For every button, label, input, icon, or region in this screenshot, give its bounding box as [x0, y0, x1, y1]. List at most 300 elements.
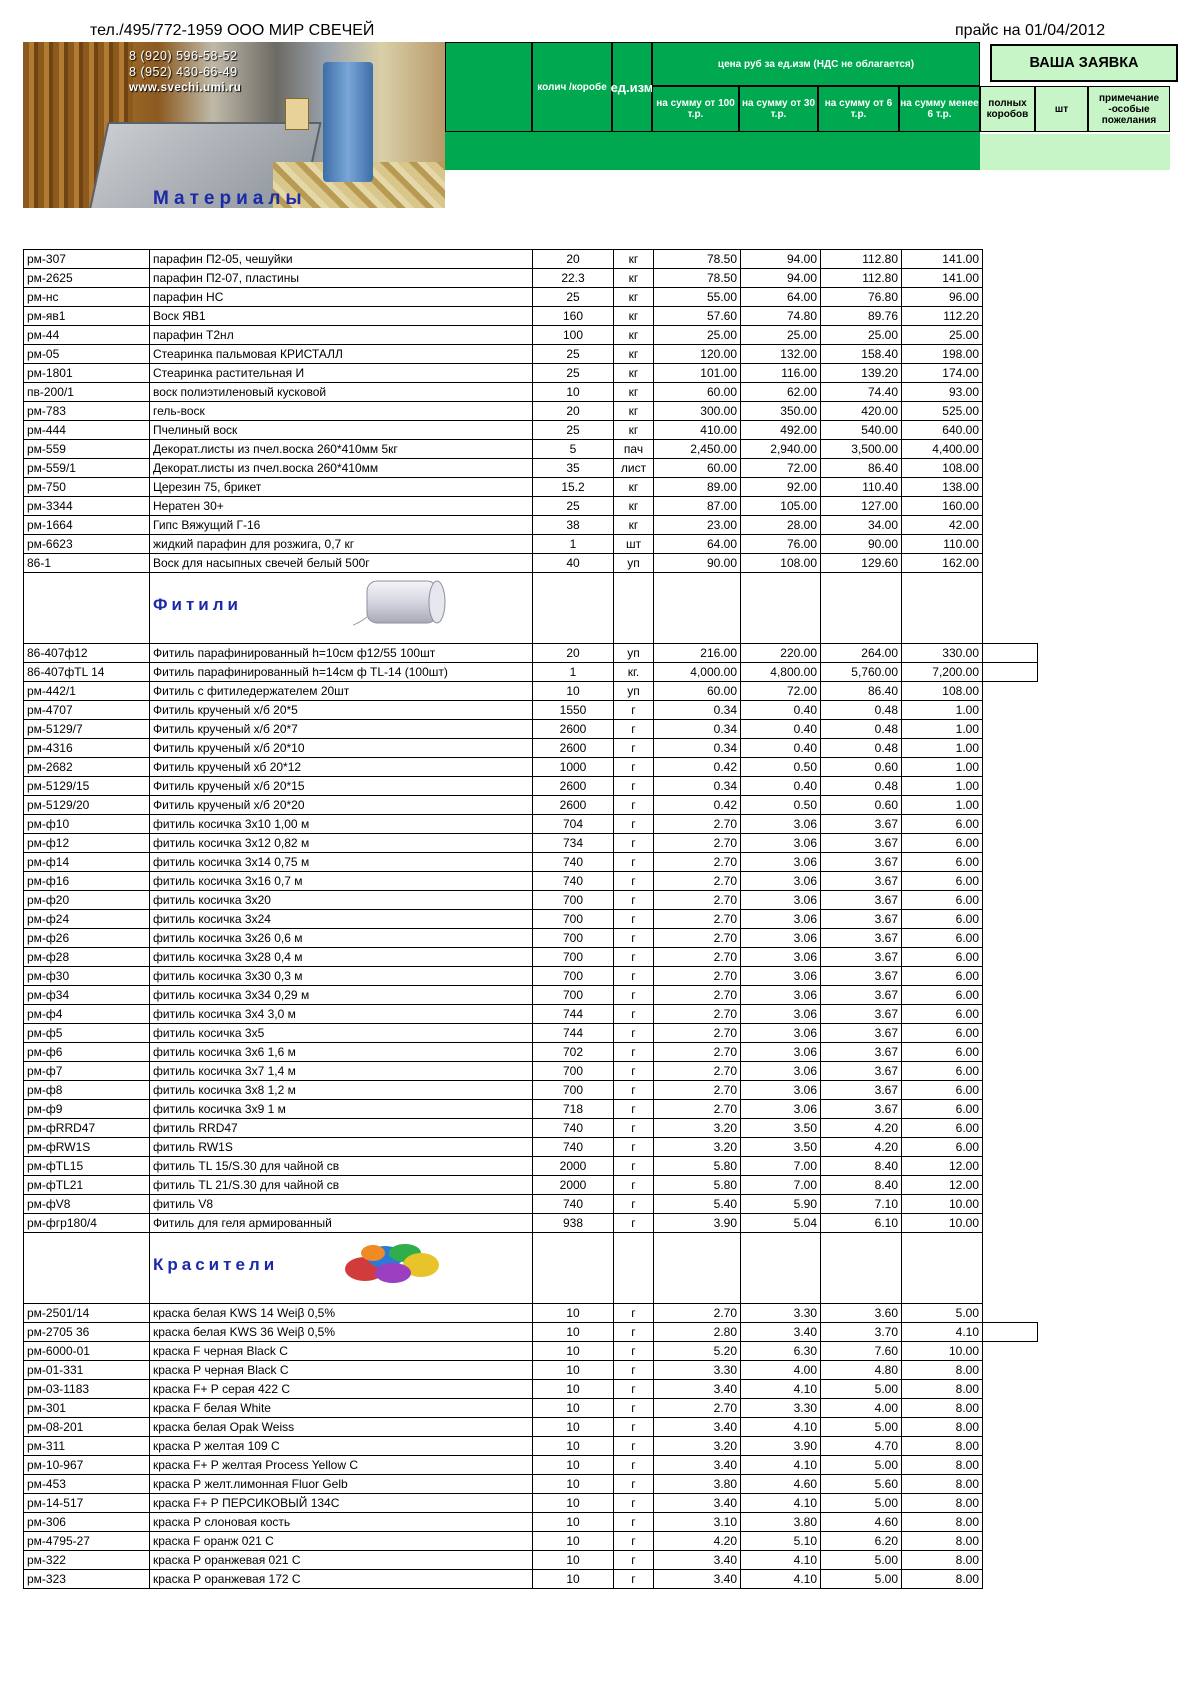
- article-code: рм-442/1: [24, 682, 150, 701]
- product-row[interactable]: [24, 554, 1038, 573]
- product-name: фитиль косичка 3х28 0,4 м: [150, 948, 533, 967]
- order-qty-cell: [983, 383, 1038, 402]
- price-from-100k: 2.70: [654, 891, 741, 910]
- product-row[interactable]: [24, 440, 1038, 459]
- order-qty-cell: [983, 1399, 1038, 1418]
- product-row[interactable]: [24, 1342, 1038, 1361]
- order-qty-cell[interactable]: [983, 663, 1038, 682]
- col-full-boxes: полных коробов: [980, 86, 1035, 132]
- price-from-100k: 5.80: [654, 1176, 741, 1195]
- price-from-6k: 264.00: [821, 644, 902, 663]
- product-row[interactable]: [24, 383, 1038, 402]
- price-from-100k: 2.70: [654, 1062, 741, 1081]
- price-from-30k: 7.00: [741, 1157, 821, 1176]
- order-qty-cell: [983, 1100, 1038, 1119]
- unit: шт: [614, 535, 654, 554]
- price-from-6k: 0.60: [821, 758, 902, 777]
- order-qty-cell: [983, 1214, 1038, 1233]
- product-row[interactable]: [24, 682, 1038, 701]
- article-code: рм-фгр180/4: [24, 1214, 150, 1233]
- product-row[interactable]: [24, 1157, 1038, 1176]
- price-from-100k: 2.70: [654, 815, 741, 834]
- price-from-100k: 120.00: [654, 345, 741, 364]
- price-from-6k: 3.67: [821, 986, 902, 1005]
- unit: кг: [614, 250, 654, 269]
- price-from-100k: 3.20: [654, 1119, 741, 1138]
- price-from-30k: 3.40: [741, 1323, 821, 1342]
- unit: г: [614, 1214, 654, 1233]
- order-qty-cell[interactable]: [983, 1323, 1038, 1342]
- article-code: рм-6000-01: [24, 1342, 150, 1361]
- price-below-6k: 12.00: [902, 1176, 983, 1195]
- product-row[interactable]: [24, 758, 1038, 777]
- product-name: краска Р оранжевая 172 C: [150, 1570, 533, 1589]
- price-below-6k: 4.10: [902, 1323, 983, 1342]
- product-row[interactable]: [24, 1513, 1038, 1532]
- product-row[interactable]: [24, 1437, 1038, 1456]
- unit: г: [614, 967, 654, 986]
- article-code: рм-ф30: [24, 967, 150, 986]
- product-row[interactable]: [24, 644, 1038, 663]
- product-row[interactable]: [24, 1475, 1038, 1494]
- product-name: краска F оранж 021 C: [150, 1532, 533, 1551]
- price-from-30k: 105.00: [741, 497, 821, 516]
- product-row[interactable]: [24, 891, 1038, 910]
- product-name: фитиль косичка 3х5: [150, 1024, 533, 1043]
- price-from-100k: 3.40: [654, 1418, 741, 1437]
- price-from-100k: 64.00: [654, 535, 741, 554]
- price-from-100k: 2.70: [654, 929, 741, 948]
- price-from-30k: 4.00: [741, 1361, 821, 1380]
- unit: лист: [614, 459, 654, 478]
- product-row[interactable]: [24, 1138, 1038, 1157]
- price-below-6k: 108.00: [902, 459, 983, 478]
- price-below-6k: 6.00: [902, 1062, 983, 1081]
- product-name: фитиль косичка 3х10 1,00 м: [150, 815, 533, 834]
- product-row[interactable]: [24, 535, 1038, 554]
- product-name: фитиль косичка 3х8 1,2 м: [150, 1081, 533, 1100]
- product-row[interactable]: [24, 1456, 1038, 1475]
- order-qty-cell: [983, 535, 1038, 554]
- unit: г: [614, 739, 654, 758]
- order-qty-cell: [983, 1570, 1038, 1589]
- article-code: рм-322: [24, 1551, 150, 1570]
- order-qty-cell: [983, 1494, 1038, 1513]
- order-qty-cell: [983, 1043, 1038, 1062]
- price-from-30k: 5.10: [741, 1532, 821, 1551]
- price-from-6k: 139.20: [821, 364, 902, 383]
- unit: кг: [614, 497, 654, 516]
- price-from-6k: 112.80: [821, 250, 902, 269]
- product-row[interactable]: [24, 910, 1038, 929]
- price-from-30k: 3.06: [741, 910, 821, 929]
- price-below-6k: 12.00: [902, 1157, 983, 1176]
- price-from-100k: 60.00: [654, 459, 741, 478]
- order-qty-cell: [983, 1361, 1038, 1380]
- article-code: рм-ф10: [24, 815, 150, 834]
- product-row[interactable]: [24, 1494, 1038, 1513]
- price-from-100k: 3.40: [654, 1551, 741, 1570]
- price-below-6k: 8.00: [902, 1570, 983, 1589]
- product-row[interactable]: [24, 1323, 1038, 1342]
- qty-per-box: 1: [533, 535, 614, 554]
- unit: г: [614, 1323, 654, 1342]
- price-from-30k: 4.60: [741, 1475, 821, 1494]
- article-code: рм-фTL15: [24, 1157, 150, 1176]
- product-row[interactable]: [24, 364, 1038, 383]
- price-from-30k: 94.00: [741, 250, 821, 269]
- product-name: воск полиэтиленовый кусковой: [150, 383, 533, 402]
- qty-per-box: 10: [533, 1304, 614, 1323]
- qty-per-box: 25: [533, 497, 614, 516]
- price-from-6k: 3.67: [821, 1005, 902, 1024]
- qty-per-box: 740: [533, 1195, 614, 1214]
- product-name: Фитиль крученый х/б 20*15: [150, 777, 533, 796]
- article-code: рм-2625: [24, 269, 150, 288]
- product-row[interactable]: [24, 269, 1038, 288]
- price-from-6k: 0.60: [821, 796, 902, 815]
- price-from-6k: 5.00: [821, 1551, 902, 1570]
- product-row[interactable]: [24, 1399, 1038, 1418]
- price-from-6k: 90.00: [821, 535, 902, 554]
- qty-per-box: 10: [533, 383, 614, 402]
- article-code: рм-453: [24, 1475, 150, 1494]
- price-from-30k: 132.00: [741, 345, 821, 364]
- order-qty-cell: [983, 478, 1038, 497]
- order-qty-cell: [983, 872, 1038, 891]
- price-from-100k: 4,000.00: [654, 663, 741, 682]
- qty-per-box: 40: [533, 554, 614, 573]
- qty-per-box: 25: [533, 288, 614, 307]
- price-from-6k: 5.00: [821, 1494, 902, 1513]
- price-below-6k: 330.00: [902, 644, 983, 663]
- price-below-6k: 8.00: [902, 1437, 983, 1456]
- unit: г: [614, 1475, 654, 1494]
- product-name: Фитиль крученый х/б 20*20: [150, 796, 533, 815]
- price-from-30k: 4,800.00: [741, 663, 821, 682]
- price-from-6k: 3.67: [821, 1062, 902, 1081]
- price-from-30k: 3.80: [741, 1513, 821, 1532]
- article-code: 86-407ф12: [24, 644, 150, 663]
- price-from-30k: 6.30: [741, 1342, 821, 1361]
- unit: г: [614, 834, 654, 853]
- unit: кг.: [614, 663, 654, 682]
- unit: г: [614, 1437, 654, 1456]
- price-from-6k: 86.40: [821, 459, 902, 478]
- article-code: 86-407фTL 14: [24, 663, 150, 682]
- qty-per-box: 22.3: [533, 269, 614, 288]
- unit: кг: [614, 421, 654, 440]
- product-row[interactable]: [24, 853, 1038, 872]
- header-photo: [23, 42, 445, 208]
- unit: г: [614, 815, 654, 834]
- product-row[interactable]: [24, 1380, 1038, 1399]
- product-row[interactable]: [24, 1005, 1038, 1024]
- product-name: краска F белая White: [150, 1399, 533, 1418]
- order-qty-cell: [983, 1475, 1038, 1494]
- price-from-100k: 55.00: [654, 288, 741, 307]
- price-below-6k: 141.00: [902, 250, 983, 269]
- product-row[interactable]: [24, 948, 1038, 967]
- price-from-30k: 3.06: [741, 929, 821, 948]
- price-table: [23, 249, 1038, 1589]
- phone-1: 8 (920) 596-58-52: [129, 49, 238, 63]
- order-qty-cell: [983, 1456, 1038, 1475]
- product-row[interactable]: [24, 663, 1038, 682]
- article-code: рм-ф14: [24, 853, 150, 872]
- order-qty-cell: [983, 1062, 1038, 1081]
- product-row[interactable]: [24, 516, 1038, 535]
- price-from-30k: 350.00: [741, 402, 821, 421]
- order-qty-cell: [983, 421, 1038, 440]
- product-row[interactable]: [24, 345, 1038, 364]
- price-below-6k: 6.00: [902, 1100, 983, 1119]
- section-blank-cell: [533, 573, 614, 644]
- unit: г: [614, 1456, 654, 1475]
- order-qty-cell: [983, 440, 1038, 459]
- price-from-30k: 3.50: [741, 1138, 821, 1157]
- order-qty-cell: [983, 929, 1038, 948]
- product-row[interactable]: [24, 1119, 1038, 1138]
- product-row[interactable]: [24, 459, 1038, 478]
- qty-per-box: 744: [533, 1005, 614, 1024]
- price-from-100k: 3.80: [654, 1475, 741, 1494]
- article-code: рм-фTL21: [24, 1176, 150, 1195]
- product-row[interactable]: [24, 1024, 1038, 1043]
- product-row[interactable]: [24, 1081, 1038, 1100]
- article-code: рм-559/1: [24, 459, 150, 478]
- qty-per-box: 10: [533, 1475, 614, 1494]
- qty-per-box: 25: [533, 364, 614, 383]
- company-contact: тел./495/772-1959 ООО МИР СВЕЧЕЙ: [90, 22, 375, 39]
- qty-per-box: 10: [533, 1456, 614, 1475]
- product-row[interactable]: [24, 1062, 1038, 1081]
- section-blank-cell: [902, 573, 983, 644]
- price-from-6k: 5.00: [821, 1456, 902, 1475]
- qty-per-box: 10: [533, 1418, 614, 1437]
- product-row[interactable]: [24, 250, 1038, 269]
- qty-per-box: 10: [533, 1380, 614, 1399]
- photo-contacts: [129, 48, 241, 96]
- unit: г: [614, 758, 654, 777]
- order-qty-cell: [983, 1304, 1038, 1323]
- price-from-100k: 3.90: [654, 1214, 741, 1233]
- price-below-6k: 6.00: [902, 967, 983, 986]
- product-name: Фитиль крученый х/б 20*7: [150, 720, 533, 739]
- price-from-100k: 2.70: [654, 1100, 741, 1119]
- price-from-30k: 3.30: [741, 1399, 821, 1418]
- article-code: рм-ф4: [24, 1005, 150, 1024]
- price-below-6k: 42.00: [902, 516, 983, 535]
- product-name: фитиль косичка 3х7 1,4 м: [150, 1062, 533, 1081]
- price-below-6k: 6.00: [902, 853, 983, 872]
- article-code: рм-нс: [24, 288, 150, 307]
- article-code: рм-444: [24, 421, 150, 440]
- price-below-6k: 6.00: [902, 1005, 983, 1024]
- unit: г: [614, 1570, 654, 1589]
- article-code: рм-ф24: [24, 910, 150, 929]
- price-from-30k: 2,940.00: [741, 440, 821, 459]
- product-row[interactable]: [24, 497, 1038, 516]
- order-qty-cell: [983, 948, 1038, 967]
- price-below-6k: 1.00: [902, 777, 983, 796]
- product-row[interactable]: [24, 1532, 1038, 1551]
- product-row[interactable]: [24, 834, 1038, 853]
- order-qty-cell: [983, 1024, 1038, 1043]
- price-from-6k: 7.60: [821, 1342, 902, 1361]
- price-below-6k: 138.00: [902, 478, 983, 497]
- section-title-wrap: [153, 573, 529, 643]
- product-row[interactable]: [24, 1195, 1038, 1214]
- product-row[interactable]: [24, 1551, 1038, 1570]
- qty-per-box: 100: [533, 326, 614, 345]
- unit: кг: [614, 326, 654, 345]
- product-row[interactable]: [24, 777, 1038, 796]
- dye-pellets-image: [343, 1239, 443, 1285]
- product-row[interactable]: [24, 1418, 1038, 1437]
- product-row[interactable]: [24, 1043, 1038, 1062]
- product-row[interactable]: [24, 929, 1038, 948]
- section-blank-cell: [821, 573, 902, 644]
- product-row[interactable]: [24, 326, 1038, 345]
- price-below-6k: 162.00: [902, 554, 983, 573]
- price-from-6k: 540.00: [821, 421, 902, 440]
- product-row[interactable]: [24, 967, 1038, 986]
- article-code: рм-3344: [24, 497, 150, 516]
- section-blank-cell: [654, 573, 741, 644]
- product-name: краска F+ Р серая 422 C: [150, 1380, 533, 1399]
- price-below-6k: 93.00: [902, 383, 983, 402]
- product-row[interactable]: [24, 1304, 1038, 1323]
- price-from-100k: 89.00: [654, 478, 741, 497]
- col-unit: ед.изм: [612, 42, 652, 132]
- order-qty-cell: [983, 554, 1038, 573]
- product-name: парафин Т2нл: [150, 326, 533, 345]
- price-from-30k: 25.00: [741, 326, 821, 345]
- product-name: краска Р черная Black C: [150, 1361, 533, 1380]
- price-from-100k: 2.70: [654, 967, 741, 986]
- price-below-6k: 141.00: [902, 269, 983, 288]
- price-from-6k: 4.00: [821, 1399, 902, 1418]
- product-row[interactable]: [24, 1361, 1038, 1380]
- order-qty-cell: [983, 967, 1038, 986]
- article-code: рм-фRRD47: [24, 1119, 150, 1138]
- price-from-30k: 5.04: [741, 1214, 821, 1233]
- product-row[interactable]: [24, 720, 1038, 739]
- qty-per-box: 1550: [533, 701, 614, 720]
- col-price-less6: на сумму менее 6 т.р.: [899, 86, 980, 132]
- order-qty-cell: [983, 1195, 1038, 1214]
- product-name: краска Р слоновая кость: [150, 1513, 533, 1532]
- price-from-30k: 62.00: [741, 383, 821, 402]
- price-from-100k: 2.70: [654, 1304, 741, 1323]
- price-from-30k: 3.06: [741, 1043, 821, 1062]
- order-qty-cell: [983, 459, 1038, 478]
- qty-per-box: 740: [533, 1119, 614, 1138]
- qty-per-box: 700: [533, 986, 614, 1005]
- product-row[interactable]: [24, 1214, 1038, 1233]
- price-from-100k: 5.80: [654, 1157, 741, 1176]
- qty-per-box: 700: [533, 1062, 614, 1081]
- price-from-100k: 0.34: [654, 777, 741, 796]
- price-below-6k: 6.00: [902, 834, 983, 853]
- product-row[interactable]: [24, 701, 1038, 720]
- price-below-6k: 8.00: [902, 1361, 983, 1380]
- price-from-30k: 0.50: [741, 796, 821, 815]
- price-from-6k: 3.67: [821, 1043, 902, 1062]
- section-blank-cell: [24, 573, 150, 644]
- price-from-6k: 420.00: [821, 402, 902, 421]
- unit: г: [614, 1005, 654, 1024]
- price-from-30k: 3.06: [741, 1100, 821, 1119]
- unit: кг: [614, 269, 654, 288]
- unit: г: [614, 986, 654, 1005]
- qty-per-box: 10: [533, 1361, 614, 1380]
- order-qty-cell: [983, 1380, 1038, 1399]
- qty-per-box: 2600: [533, 796, 614, 815]
- unit: г: [614, 1195, 654, 1214]
- price-from-6k: 3.67: [821, 929, 902, 948]
- qty-per-box: 25: [533, 421, 614, 440]
- price-from-30k: 3.06: [741, 872, 821, 891]
- price-from-30k: 3.50: [741, 1119, 821, 1138]
- price-from-30k: 3.06: [741, 1005, 821, 1024]
- product-row[interactable]: [24, 478, 1038, 497]
- product-row[interactable]: [24, 872, 1038, 891]
- order-qty-cell: [983, 853, 1038, 872]
- product-row[interactable]: [24, 307, 1038, 326]
- price-from-100k: 216.00: [654, 644, 741, 663]
- product-row[interactable]: [24, 796, 1038, 815]
- price-from-6k: 3.67: [821, 872, 902, 891]
- price-from-30k: 108.00: [741, 554, 821, 573]
- article-code: рм-1664: [24, 516, 150, 535]
- qty-per-box: 20: [533, 644, 614, 663]
- order-qty-cell: [983, 815, 1038, 834]
- product-row[interactable]: [24, 815, 1038, 834]
- price-from-6k: 3.67: [821, 891, 902, 910]
- qty-per-box: 2600: [533, 777, 614, 796]
- section-title-cell: [150, 1233, 533, 1304]
- price-below-6k: 6.00: [902, 1119, 983, 1138]
- price-from-100k: 410.00: [654, 421, 741, 440]
- price-below-6k: 8.00: [902, 1551, 983, 1570]
- qty-per-box: 700: [533, 1081, 614, 1100]
- section-blank-cell: [614, 573, 654, 644]
- product-row[interactable]: [24, 1100, 1038, 1119]
- article-code: рм-ф34: [24, 986, 150, 1005]
- product-row[interactable]: [24, 1570, 1038, 1589]
- order-qty-cell[interactable]: [983, 644, 1038, 663]
- section-title: Красители: [153, 1255, 279, 1274]
- article-code: пв-200/1: [24, 383, 150, 402]
- product-row[interactable]: [24, 402, 1038, 421]
- price-from-6k: 3.67: [821, 1100, 902, 1119]
- product-row[interactable]: [24, 739, 1038, 758]
- product-name: Стеаринка растительная И: [150, 364, 533, 383]
- price-from-100k: 2.70: [654, 1399, 741, 1418]
- product-row[interactable]: [24, 1176, 1038, 1195]
- website-link[interactable]: www.svechi.umi.ru: [129, 82, 242, 94]
- article-code: рм-783: [24, 402, 150, 421]
- section-title: Фитили: [153, 595, 242, 614]
- col-pcs: шт: [1035, 86, 1088, 132]
- product-row[interactable]: [24, 288, 1038, 307]
- price-from-6k: 6.20: [821, 1532, 902, 1551]
- product-row[interactable]: [24, 986, 1038, 1005]
- col-qty-box: колич /коробе: [532, 42, 612, 132]
- product-row[interactable]: [24, 421, 1038, 440]
